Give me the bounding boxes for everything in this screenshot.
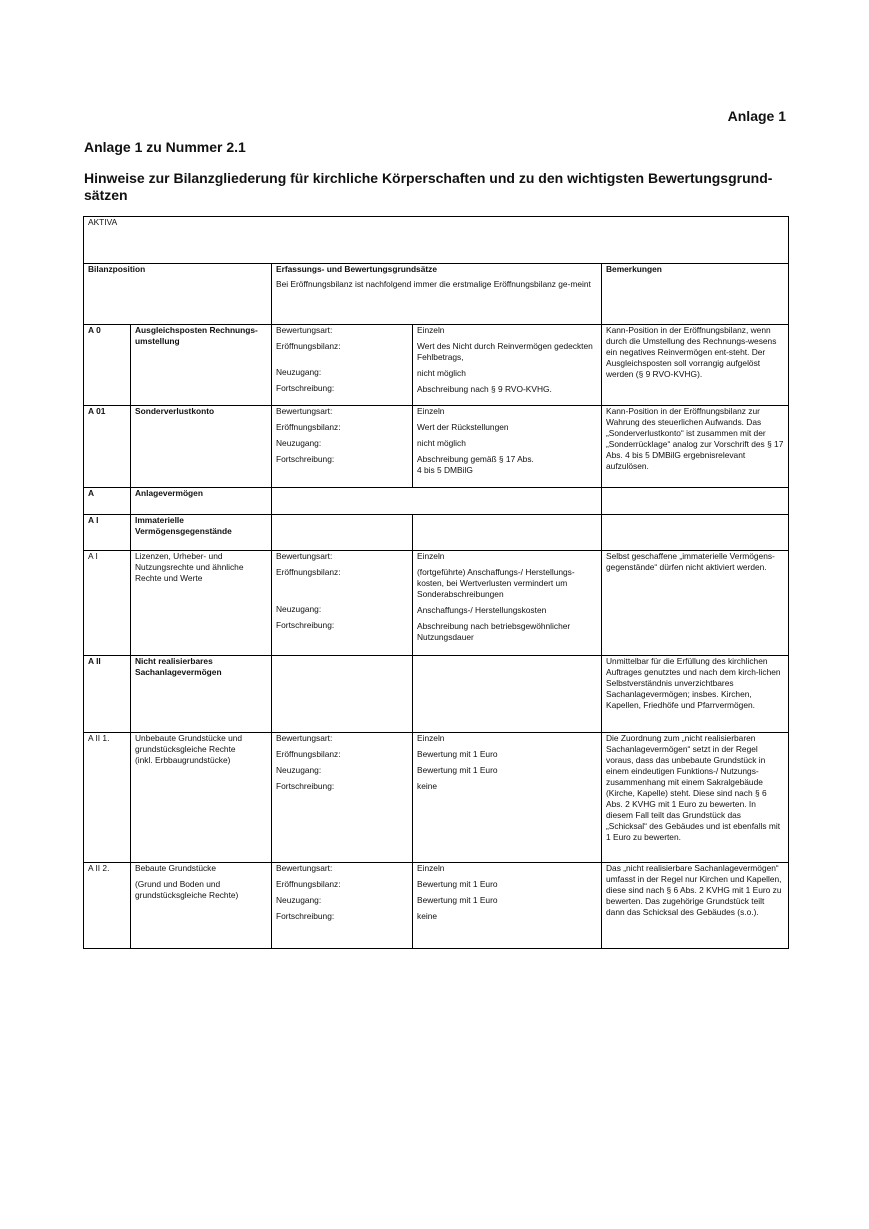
value-bewertungsart: Einzeln xyxy=(417,863,445,873)
row-code: A xyxy=(84,488,131,515)
row-remark: Die Zuordnung zum „nicht realisierbaren Sachanlagevermögen“ setzt in der Regel voraus, dass das unbebaute Grundstück in einem eindeutigen Funktions-/ Nutzungs-zusammenhang mit einem Sakralgebäude (Kirche, Kapelle) steht. Diese sind nach § 6 Abs. 2 KVHG mit 1 Euro zu bewerten. In diesem Fall teilt das Grundstück das „Schicksal“ des Gebäudes und ist ebenfalls mit 1 Euro zu bewerten. xyxy=(602,733,789,863)
row-labels xyxy=(272,863,413,949)
value-neuzugang: Anschaffungs-/ Herstellungskosten xyxy=(417,605,547,615)
label-bewertungsart: Bewertungsart: xyxy=(276,733,333,743)
row-code: A 01 xyxy=(84,406,131,488)
value-bewertungsart: Einzeln xyxy=(417,551,445,561)
label-neuzugang: Neuzugang: xyxy=(276,895,322,905)
col-header-erfassung xyxy=(272,264,602,325)
row-values xyxy=(413,406,602,488)
label-eroeffnungsbilanz: Eröffnungsbilanz: xyxy=(276,879,341,889)
table-row xyxy=(84,863,789,949)
value-bewertungsart: Einzeln xyxy=(417,733,445,743)
table-row xyxy=(84,656,789,733)
value-neuzugang: nicht möglich xyxy=(417,368,466,378)
row-name: Immaterielle Vermögensgegenstände xyxy=(131,515,272,551)
label-neuzugang: Neuzugang: xyxy=(276,604,322,614)
row-labels xyxy=(272,325,413,406)
table-row xyxy=(84,551,789,656)
value-fortschreibung: Abschreibung nach betriebsgewöhnlicher Nutzungsdauer xyxy=(417,621,571,642)
label-neuzugang: Neuzugang: xyxy=(276,367,322,377)
value-eroeffnungsbilanz: Bewertung mit 1 Euro xyxy=(417,879,498,889)
label-bewertungsart: Bewertungsart: xyxy=(276,551,333,561)
row-remark: Das „nicht realisierbare Sachanlagevermögen“ umfasst in der Regel nur Kirchen und Kapellen, diese sind nach § 6 Abs. 2 KVHG mit 1 Euro zu bewerten. Das zugehörige Grundstück teilt dann das Schicksal des Gebäudes (s.o.). xyxy=(602,863,789,949)
section-label: AKTIVA xyxy=(84,217,789,264)
row-name xyxy=(131,733,272,863)
value-bewertungsart: Einzeln xyxy=(417,406,445,416)
value-fortschreibung: Abschreibung nach § 9 RVO-KVHG. xyxy=(417,384,552,394)
row-code: A I xyxy=(84,551,131,656)
table-header-row xyxy=(84,264,789,325)
row-values xyxy=(413,863,602,949)
label-fortschreibung: Fortschreibung: xyxy=(276,383,335,393)
col-header-bemerkungen: Bemerkungen xyxy=(602,264,789,325)
value-neuzugang: Bewertung mit 1 Euro xyxy=(417,765,498,775)
label-fortschreibung: Fortschreibung: xyxy=(276,911,335,921)
row-name xyxy=(131,863,272,949)
row-code: A 0 xyxy=(84,325,131,406)
table-row xyxy=(84,406,789,488)
label-eroeffnungsbilanz: Eröffnungsbilanz: xyxy=(276,567,341,577)
col-header-erfassung-note: Bei Eröffnungsbilanz ist nachfolgend immer die erstmalige Eröffnungsbilanz ge-meint xyxy=(276,279,591,289)
row-code: A II 2. xyxy=(84,863,131,949)
row-name: Ausgleichsposten Rechnungs-umstellung xyxy=(131,325,272,406)
row-values xyxy=(413,325,602,406)
row-labels xyxy=(272,406,413,488)
row-remark: Selbst geschaffene „immaterielle Vermögens-gegenstände“ dürfen nicht aktiviert werden. xyxy=(602,551,789,656)
row-code: A II 1. xyxy=(84,733,131,863)
value-fortschreibung: keine xyxy=(417,911,438,921)
value-bewertungsart: Einzeln xyxy=(417,325,445,335)
col-header-bilanzposition: Bilanzposition xyxy=(84,264,272,325)
label-bewertungsart: Bewertungsart: xyxy=(276,863,333,873)
row-empty xyxy=(413,515,602,551)
table-row xyxy=(84,733,789,863)
row-name: Anlagevermögen xyxy=(131,488,272,515)
row-remark: Unmittelbar für die Erfüllung des kirchlichen Auftrages genutztes und nach dem kirch-lichen Selbstverständnis unverzichtbares Sachanlagevermögen; insbes. Kirchen, Kapellen, Friedhöfe und Pfarrvermögen. xyxy=(602,656,789,733)
value-eroeffnungsbilanz: Bewertung mit 1 Euro xyxy=(417,749,498,759)
row-name-note: (inkl. Erbbaugrundstücke) xyxy=(135,755,231,765)
row-empty xyxy=(272,515,413,551)
row-code: A II xyxy=(84,656,131,733)
label-eroeffnungsbilanz: Eröffnungsbilanz: xyxy=(276,422,341,432)
label-fortschreibung: Fortschreibung: xyxy=(276,620,335,630)
row-remark xyxy=(602,515,789,551)
balance-sheet-table xyxy=(83,216,789,949)
table-row xyxy=(84,488,789,515)
row-values xyxy=(413,551,602,656)
value-eroeffnungsbilanz: Wert des Nicht durch Reinvermögen gedeckten Fehlbetrags, xyxy=(417,341,593,362)
label-bewertungsart: Bewertungsart: xyxy=(276,325,333,335)
value-fortschreibung: Abschreibung gemäß § 17 Abs. 4 bis 5 DMBilG xyxy=(417,454,534,475)
row-name: Sonderverlustkonto xyxy=(131,406,272,488)
table-row xyxy=(84,217,789,264)
row-values xyxy=(413,733,602,863)
row-empty xyxy=(272,656,413,733)
row-remark: Kann-Position in der Eröffnungsbilanz, wenn durch die Umstellung des Rechnungs-wesens ein negatives Reinvermögen ent-steht. Der Ausgleichsposten soll vorrangig aufgelöst werden (§ 9 RVO-KVHG). xyxy=(602,325,789,406)
row-name-note: (Grund und Boden und grundstücksgleiche Rechte) xyxy=(135,879,239,900)
value-neuzugang: Bewertung mit 1 Euro xyxy=(417,895,498,905)
row-name: Lizenzen, Urheber- und Nutzungsrechte und ähnliche Rechte und Werte xyxy=(131,551,272,656)
label-fortschreibung: Fortschreibung: xyxy=(276,454,335,464)
row-empty xyxy=(413,656,602,733)
row-remark xyxy=(602,488,789,515)
row-name: Nicht realisierbares Sachanlagevermögen xyxy=(131,656,272,733)
row-name-main: Unbebaute Grundstücke und grundstücksgleiche Rechte xyxy=(135,733,243,754)
label-neuzugang: Neuzugang: xyxy=(276,438,322,448)
value-eroeffnungsbilanz: Wert der Rückstellungen xyxy=(417,422,509,432)
row-labels xyxy=(272,733,413,863)
row-remark: Kann-Position in der Eröffnungsbilanz zur Wahrung des steuerlichen Aufwands. Das „Sonderverlustkonto“ ist zusammen mit der „Sonderrücklage“ analog zur Vorschrift des § 17 Abs. 4 bis 5 DMBilG ergebnisrelevant aufzulösen. xyxy=(602,406,789,488)
value-neuzugang: nicht möglich xyxy=(417,438,466,448)
label-neuzugang: Neuzugang: xyxy=(276,765,322,775)
table-row xyxy=(84,325,789,406)
row-empty xyxy=(272,488,602,515)
value-eroeffnungsbilanz: (fortgeführte) Anschaffungs-/ Herstellungs-kosten, bei Wertverlusten vermindert um Sonderabschreibungen xyxy=(417,567,575,599)
label-eroeffnungsbilanz: Eröffnungsbilanz: xyxy=(276,749,341,759)
label-bewertungsart: Bewertungsart: xyxy=(276,406,333,416)
page-subtitle: Hinweise zur Bilanzgliederung für kirchliche Körperschaften und zu den wichtigsten Bewertungsgrund-sätzen xyxy=(84,170,773,203)
annex-label: Anlage 1 xyxy=(727,108,786,124)
table-row xyxy=(84,515,789,551)
value-fortschreibung: keine xyxy=(417,781,438,791)
label-eroeffnungsbilanz: Eröffnungsbilanz: xyxy=(276,341,341,351)
label-fortschreibung: Fortschreibung: xyxy=(276,781,335,791)
row-labels xyxy=(272,551,413,656)
page-title: Anlage 1 zu Nummer 2.1 xyxy=(84,139,246,155)
col-header-erfassung-title: Erfassungs- und Bewertungsgrundsätze xyxy=(276,264,438,274)
row-code: A I xyxy=(84,515,131,551)
row-name-main: Bebaute Grundstücke xyxy=(135,863,217,873)
